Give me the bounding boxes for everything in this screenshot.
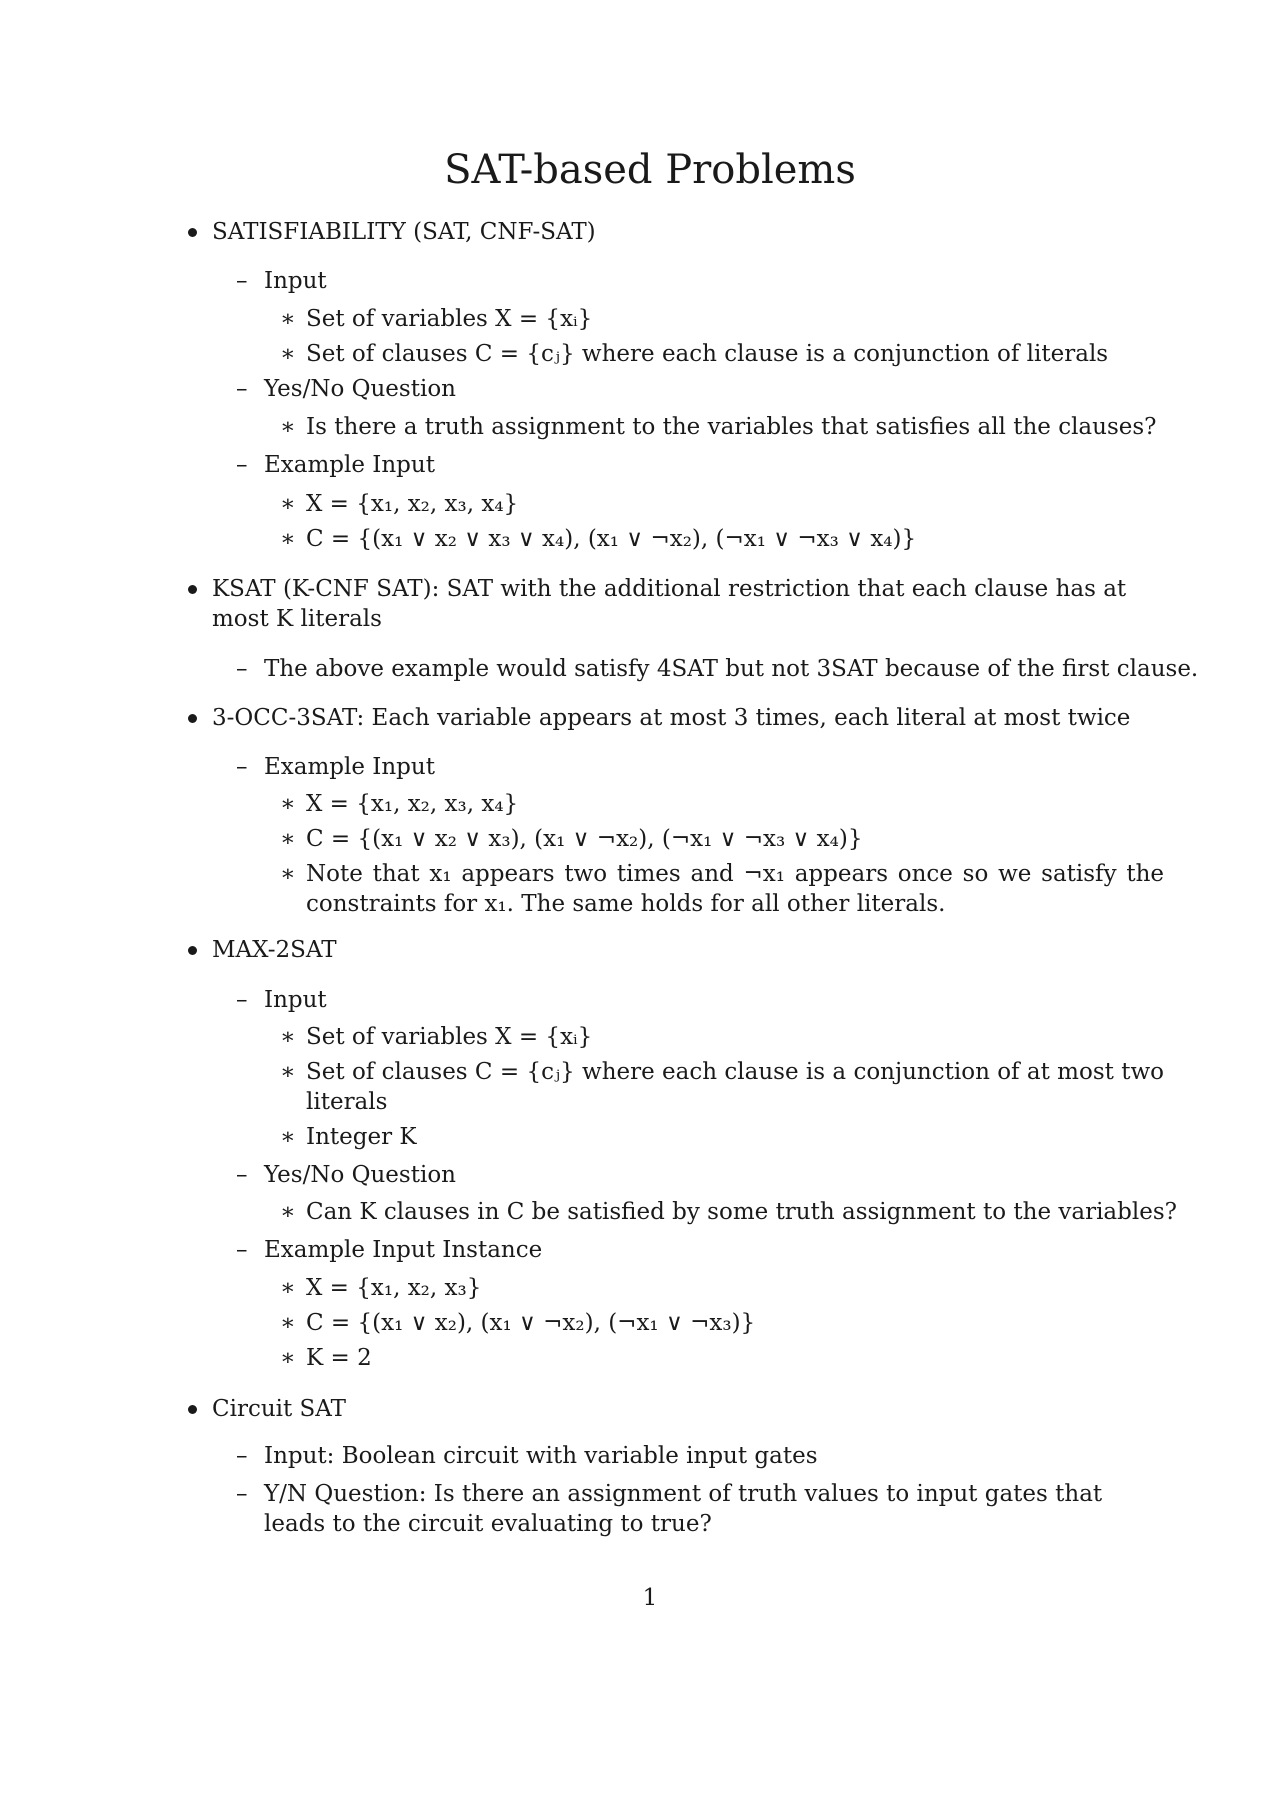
- bullet-icon: [188, 585, 197, 594]
- asterisk-icon: ∗: [280, 1024, 296, 1050]
- dash-icon: –: [236, 1443, 248, 1469]
- list-item: Set of clauses C = {cⱼ} where each clause is a conjunction of at most two literals: [306, 1059, 1164, 1115]
- dash-icon: –: [236, 1162, 248, 1188]
- max2sat-question-label: Yes/No Question: [264, 1162, 456, 1188]
- list-item: Integer K: [306, 1124, 417, 1150]
- max2sat-example-label: Example Input Instance: [264, 1237, 543, 1263]
- list-item: C = {(x₁ ∨ x₂ ∨ x₃ ∨ x₄), (x₁ ∨ ¬x₂), (¬x₁ ∨ ¬x₃ ∨ x₄)}: [306, 526, 917, 552]
- dash-icon: –: [236, 268, 248, 294]
- list-item: Note that x₁ appears two times and ¬x₁ appears once so we satisfy the constraints for x₁. The same holds for all other literals.: [306, 861, 1164, 917]
- asterisk-icon: ∗: [280, 526, 296, 552]
- list-item: Set of variables X = {xᵢ}: [306, 1024, 593, 1050]
- asterisk-icon: ∗: [280, 1310, 296, 1336]
- dash-icon: –: [236, 987, 248, 1013]
- asterisk-icon: ∗: [280, 306, 296, 332]
- list-item: The above example would satisfy 4SAT but not 3SAT because of the first clause.: [264, 656, 1199, 682]
- asterisk-icon: ∗: [280, 791, 296, 817]
- list-item: Y/N Question: Is there an assignment of truth values to input gates that leads to the circuit evaluating to true?: [264, 1481, 1103, 1537]
- section-heading-sat: SATISFIABILITY (SAT, CNF-SAT): [212, 219, 596, 245]
- list-item: C = {(x₁ ∨ x₂ ∨ x₃), (x₁ ∨ ¬x₂), (¬x₁ ∨ ¬x₃ ∨ x₄)}: [306, 826, 863, 852]
- asterisk-icon: ∗: [280, 341, 296, 367]
- page-title: SAT-based Problems: [444, 147, 856, 193]
- section-heading-occ: 3-OCC-3SAT: Each variable appears at most 3 times, each literal at most twice: [212, 705, 1131, 731]
- bullet-icon: [188, 228, 197, 237]
- section-heading-max2sat: MAX-2SAT: [212, 937, 337, 963]
- occ-example-label: Example Input: [264, 754, 435, 780]
- section-heading-ksat: KSAT (K-CNF SAT): SAT with the additional restriction that each clause has at most K literals: [212, 576, 1127, 632]
- asterisk-icon: ∗: [280, 861, 296, 887]
- asterisk-icon: ∗: [280, 1124, 296, 1150]
- page-number: 1: [642, 1585, 658, 1611]
- list-item: Set of variables X = {xᵢ}: [306, 306, 593, 332]
- bullet-icon: [188, 946, 197, 955]
- sat-question-label: Yes/No Question: [264, 376, 456, 402]
- section-heading-circuit: Circuit SAT: [212, 1396, 347, 1422]
- bullet-icon: [188, 1405, 197, 1414]
- dash-icon: –: [236, 452, 248, 478]
- dash-icon: –: [236, 656, 248, 682]
- asterisk-icon: ∗: [280, 1199, 296, 1225]
- dash-icon: –: [236, 1237, 248, 1263]
- asterisk-icon: ∗: [280, 826, 296, 852]
- dash-icon: –: [236, 1481, 248, 1507]
- list-item: Set of clauses C = {cⱼ} where each clause is a conjunction of literals: [306, 341, 1109, 367]
- list-item: K = 2: [306, 1345, 372, 1371]
- asterisk-icon: ∗: [280, 414, 296, 440]
- sat-example-label: Example Input: [264, 452, 435, 478]
- asterisk-icon: ∗: [280, 1059, 296, 1085]
- list-item: C = {(x₁ ∨ x₂), (x₁ ∨ ¬x₂), (¬x₁ ∨ ¬x₃)}: [306, 1310, 756, 1336]
- bullet-icon: [188, 714, 197, 723]
- dash-icon: –: [236, 376, 248, 402]
- asterisk-icon: ∗: [280, 491, 296, 517]
- asterisk-icon: ∗: [280, 1345, 296, 1371]
- list-item: X = {x₁, x₂, x₃, x₄}: [306, 491, 519, 517]
- dash-icon: –: [236, 754, 248, 780]
- list-item: X = {x₁, x₂, x₃, x₄}: [306, 791, 519, 817]
- asterisk-icon: ∗: [280, 1275, 296, 1301]
- sat-input-label: Input: [264, 268, 327, 294]
- list-item: X = {x₁, x₂, x₃}: [306, 1275, 482, 1301]
- list-item: Can K clauses in C be satisfied by some truth assignment to the variables?: [306, 1199, 1177, 1225]
- list-item: Input: Boolean circuit with variable input gates: [264, 1443, 818, 1469]
- list-item: Is there a truth assignment to the variables that satisfies all the clauses?: [306, 414, 1157, 440]
- max2sat-input-label: Input: [264, 987, 327, 1013]
